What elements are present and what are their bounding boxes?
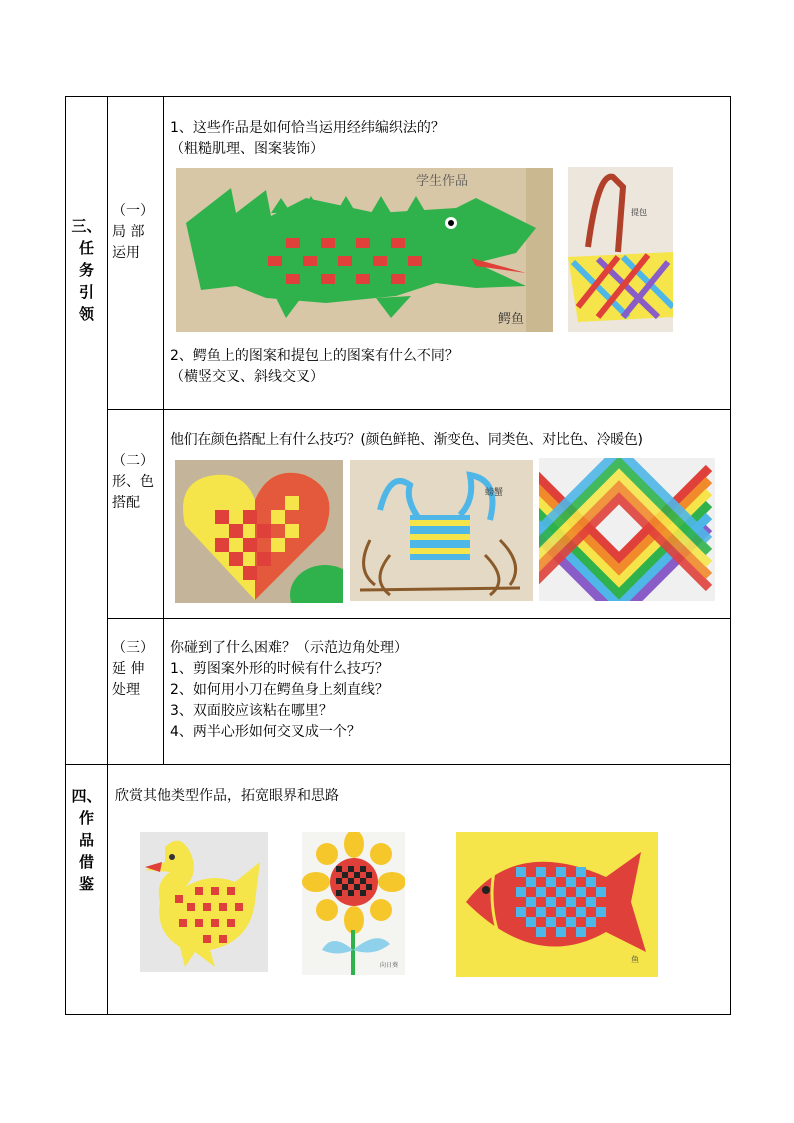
section4-number: 四、 bbox=[71, 787, 102, 805]
section3-char: 务 bbox=[78, 261, 94, 279]
chick-image bbox=[140, 832, 268, 972]
difficulty-question: 你碰到了什么困难？（示范边角处理） bbox=[170, 640, 408, 656]
sub-heading-3: （三） 延 伸 处理 bbox=[112, 640, 154, 698]
list-item: 3、双面胶应该粘在哪里？ bbox=[170, 703, 333, 719]
answer-2: （横竖交叉、斜线交叉） bbox=[170, 369, 324, 385]
crocodile-caption: 鳄鱼 bbox=[498, 312, 525, 327]
section3-char: 引 bbox=[78, 283, 94, 301]
heart-image bbox=[175, 460, 343, 603]
crab-image bbox=[350, 460, 533, 601]
section4-char: 借 bbox=[78, 853, 94, 871]
bag-caption: 提包 bbox=[631, 208, 647, 217]
section4-char: 作 bbox=[78, 809, 94, 827]
crab-caption: 螃蟹 bbox=[485, 488, 504, 498]
crocodile-caption-top: 学生作品 bbox=[416, 174, 469, 189]
section4-text: 欣赏其他类型作品，拓宽眼界和思路 bbox=[115, 788, 339, 804]
section3-number: 三、 bbox=[71, 217, 102, 235]
sunflower-image bbox=[302, 832, 405, 975]
section3-char: 任 bbox=[78, 239, 94, 257]
list-item: 4、两半心形如何交叉成一个？ bbox=[170, 724, 361, 740]
crocodile-image bbox=[176, 168, 553, 332]
rainbow-weave-image bbox=[539, 458, 715, 601]
section3-char: 领 bbox=[78, 305, 94, 323]
sunflower-caption: 向日葵 bbox=[380, 962, 399, 969]
question-2: 2、鳄鱼上的图案和提包上的图案有什么不同？ bbox=[170, 348, 459, 364]
list-item: 1、剪图案外形的时候有什么技巧？ bbox=[170, 661, 389, 677]
section-divider bbox=[65, 764, 731, 765]
sub-heading-2: （二） 形、色 搭配 bbox=[112, 453, 154, 511]
section4-char: 鉴 bbox=[78, 875, 94, 893]
col-divider-1 bbox=[107, 96, 108, 1015]
color-question: 他们在颜色搭配上有什么技巧？(颜色鲜艳、渐变色、同类色、对比色、冷暖色) bbox=[170, 432, 643, 448]
fish-caption: 鱼 bbox=[631, 955, 639, 964]
section4-char: 品 bbox=[78, 831, 94, 849]
row-divider-2 bbox=[107, 618, 731, 619]
question-1: 1、这些作品是如何恰当运用经纬编织法的？ bbox=[170, 120, 445, 136]
section3-title bbox=[66, 215, 107, 325]
row-divider-1 bbox=[107, 409, 731, 410]
section4-title bbox=[66, 785, 107, 895]
col-divider-2 bbox=[163, 96, 164, 764]
sub-heading-1: （一） 局 部 运用 bbox=[112, 203, 154, 261]
list-item: 2、如何用小刀在鳄鱼身上刻直线？ bbox=[170, 682, 389, 698]
answer-1: （粗糙肌理、图案装饰） bbox=[170, 141, 324, 157]
bag-image bbox=[568, 167, 673, 332]
fish-image bbox=[456, 832, 658, 977]
